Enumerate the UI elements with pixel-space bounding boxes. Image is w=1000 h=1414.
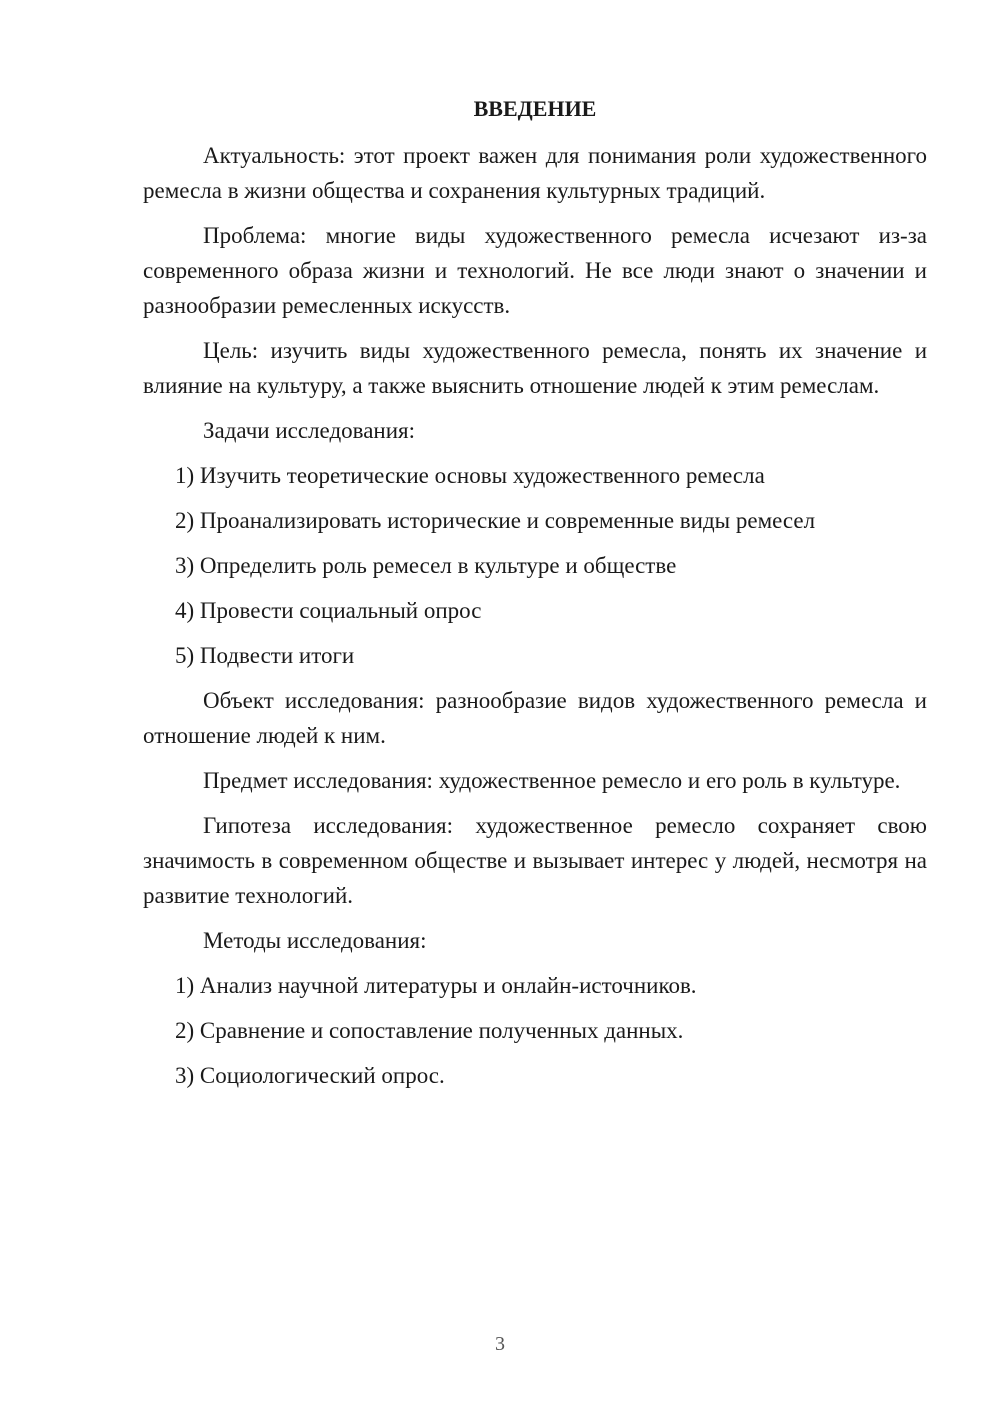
- relevance-paragraph: Актуальность: этот проект важен для понимания роли художественного ремесла в жизни общества и сохранения культурных традиций.: [143, 143, 927, 203]
- task-item: 3) Определить роль ремесел в культуре и обществе: [175, 553, 677, 578]
- tasks-list: [143, 458, 927, 673]
- problem-paragraph: Проблема: многие виды художественного ремесла исчезают из-за современного образа жизни и технологий. Не все люди знают о значении и разнообразии ремесленных искусств.: [143, 223, 927, 318]
- tasks-heading: Задачи исследования:: [203, 418, 416, 443]
- task-item: 2) Проанализировать исторические и современные виды ремесел: [175, 508, 816, 533]
- object-paragraph: Объект исследования: разнообразие видов художественного ремесла и отношение людей к ним.: [143, 688, 927, 748]
- methods-heading: Методы исследования:: [203, 928, 427, 953]
- document-page: [143, 94, 927, 1103]
- goal-paragraph: Цель: изучить виды художественного ремесла, понять их значение и влияние на культуру, а также выяснить отношение людей к этим ремеслам.: [143, 338, 927, 398]
- method-item: 3) Социологический опрос.: [175, 1063, 445, 1088]
- methods-list: [143, 968, 927, 1093]
- hypothesis-paragraph: Гипотеза исследования: художественное ремесло сохраняет свою значимость в современном обществе и вызывает интерес у людей, несмотря на развитие технологий.: [143, 813, 927, 908]
- section-title: ВВЕДЕНИЕ: [473, 96, 597, 121]
- method-item: 1) Анализ научной литературы и онлайн-источников.: [175, 973, 697, 998]
- task-item: 1) Изучить теоретические основы художественного ремесла: [175, 463, 765, 488]
- page-number: 3: [495, 1333, 505, 1355]
- task-item: 4) Провести социальный опрос: [175, 598, 482, 623]
- subject-paragraph: Предмет исследования: художественное ремесло и его роль в культуре.: [203, 768, 901, 793]
- task-item: 5) Подвести итоги: [175, 643, 355, 668]
- method-item: 2) Сравнение и сопоставление полученных данных.: [175, 1018, 684, 1043]
